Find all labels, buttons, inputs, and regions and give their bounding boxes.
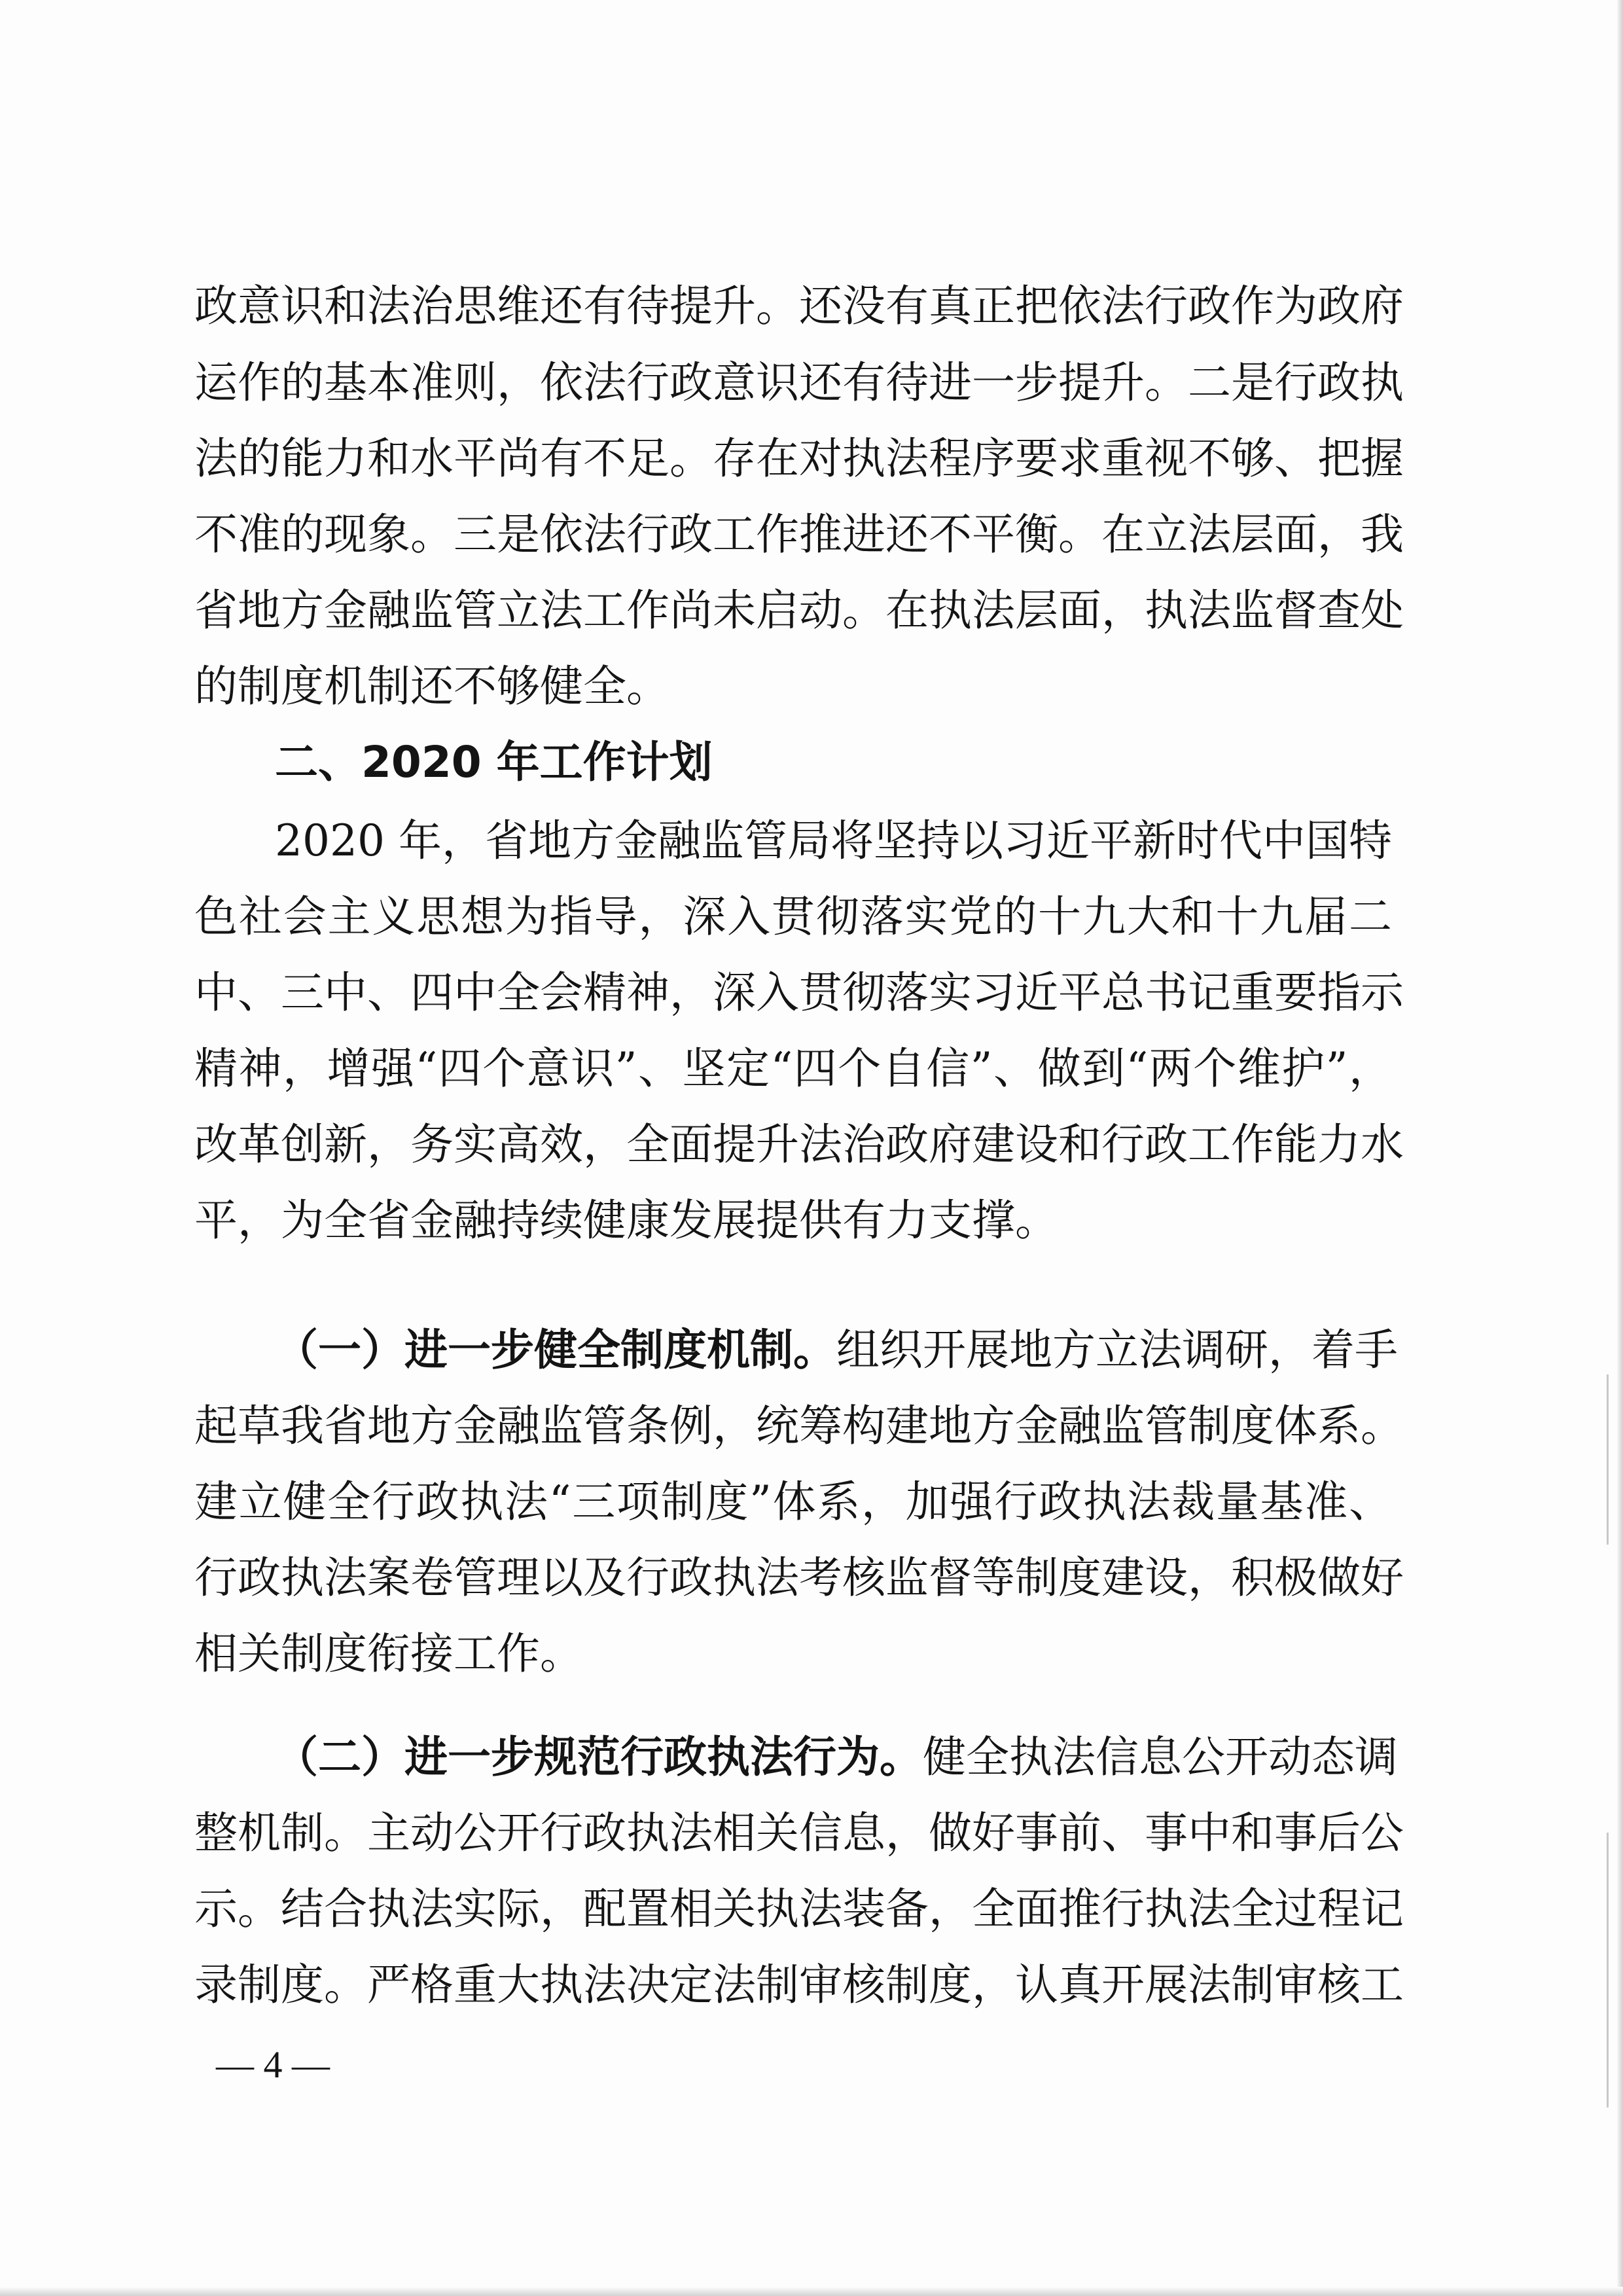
paragraph-3-line: 起草我省地方金融监管条例，统筹构建地方金融监管制度体系。 xyxy=(194,1401,1404,1451)
paragraph-4-first-line-rest: 健全执法信息公开动态调 xyxy=(923,1732,1398,1782)
paragraph-3-line: 建立健全行政执法“三项制度”体系，加强行政执法裁量基准、 xyxy=(194,1477,1392,1527)
paragraph-3-line: 相关制度衔接工作。 xyxy=(194,1628,583,1679)
paragraph-4-first-line xyxy=(275,1728,1398,1787)
paragraph-2-line: 改革创新，务实高效，全面提升法治政府建设和行政工作能力水 xyxy=(194,1119,1404,1170)
paragraph-2-line: 精神，增强“四个意识”、坚定“四个自信”、做到“两个维护”， xyxy=(194,1043,1392,1094)
paragraph-1-line: 省地方金融监管立法工作尚未启动。在执法层面，执法监督查处 xyxy=(194,585,1404,636)
scan-mark xyxy=(1607,1374,1609,1545)
paragraph-4-line: 示。结合执法实际，配置相关执法装备，全面推行执法全过程记 xyxy=(194,1884,1404,1934)
paragraph-3-first-line-rest: 组织开展地方立法调研，着手 xyxy=(836,1325,1398,1375)
paragraph-1-line: 政意识和法治思维还有待提升。还没有真正把依法行政作为政府 xyxy=(194,281,1404,331)
paragraph-4-line: 整机制。主动公开行政执法相关信息，做好事前、事中和事后公 xyxy=(194,1808,1404,1858)
paragraph-1-line: 的制度机制还不够健全。 xyxy=(194,661,669,711)
section-heading: 二、2020 年工作计划 xyxy=(275,737,713,787)
page-number: — 4 — xyxy=(216,2043,330,2086)
paragraph-1-line: 运作的基本准则，依法行政意识还有待进一步提升。二是行政执 xyxy=(194,357,1404,408)
scan-edge-bottom xyxy=(0,2287,1623,2296)
paragraph-3-line: 行政执法案卷管理以及行政执法考核监督等制度建设，积极做好 xyxy=(194,1552,1404,1603)
scan-mark xyxy=(1607,1833,1609,2108)
paragraph-4-bold-lead: （二）进一步规范行政执法行为。 xyxy=(275,1732,923,1782)
paragraph-2-line: 中、三中、四中全会精神，深入贯彻落实习近平总书记重要指示 xyxy=(194,967,1404,1018)
paragraph-3-bold-lead: （一）进一步健全制度机制。 xyxy=(275,1325,836,1375)
paragraph-3-first-line xyxy=(275,1321,1398,1380)
paragraph-2-line: 平，为全省金融持续健康发展提供有力支撑。 xyxy=(194,1195,1058,1246)
paragraph-2-line: 2020 年，省地方金融监管局将坚持以习近平新时代中国特 xyxy=(275,816,1392,866)
paragraph-2-line: 色社会主义思想为指导，深入贯彻落实党的十九大和十九届二 xyxy=(194,891,1392,942)
paragraph-4-line: 录制度。严格重大执法决定法制审核制度，认真开展法制审核工 xyxy=(194,1960,1404,2010)
paragraph-1-line: 法的能力和水平尚有不足。存在对执法程序要求重视不够、把握 xyxy=(194,433,1404,484)
paragraph-1-line: 不准的现象。三是依法行政工作推进还不平衡。在立法层面，我 xyxy=(194,509,1404,560)
scan-edge-right xyxy=(1616,0,1623,2296)
